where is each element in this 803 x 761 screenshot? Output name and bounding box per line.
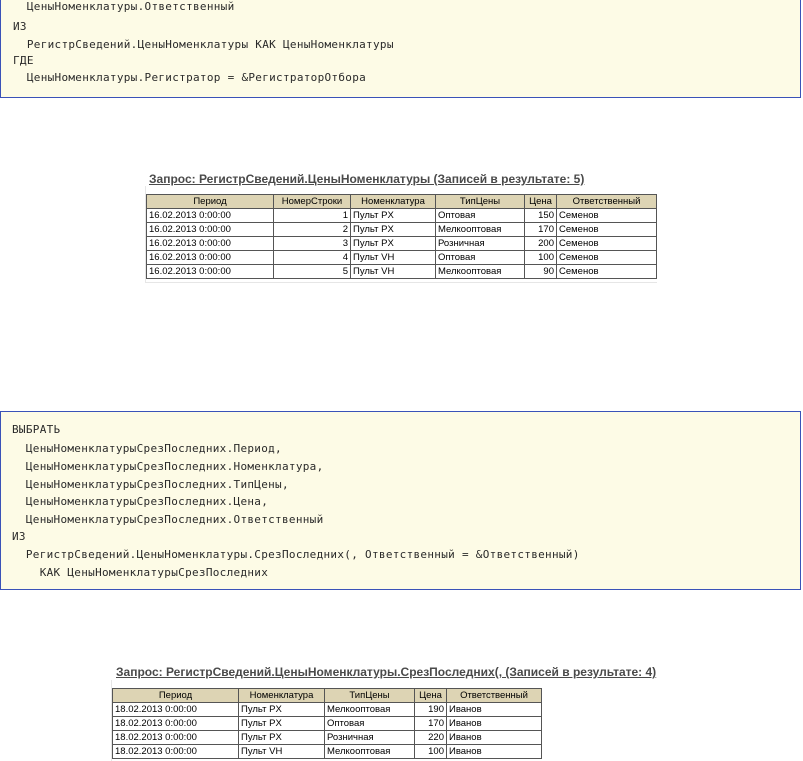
code-line: ГДЕ bbox=[13, 54, 34, 67]
cell-price-type: Оптовая bbox=[436, 209, 525, 223]
cell-nomenclature: Пульт VH bbox=[351, 251, 436, 265]
col-header-row-number: НомерСтроки bbox=[274, 195, 351, 209]
cell-period: 18.02.2013 0:00:00 bbox=[113, 745, 239, 759]
table-row bbox=[147, 265, 657, 279]
cell-period: 18.02.2013 0:00:00 bbox=[113, 731, 239, 745]
col-header-nomenclature: Номенклатура bbox=[351, 195, 436, 209]
col-header-responsible: Ответственный bbox=[557, 195, 657, 209]
cell-price-type: Оптовая bbox=[325, 717, 415, 731]
code-line: ИЗ bbox=[13, 20, 27, 33]
cell-nomenclature: Пульт PX bbox=[239, 717, 325, 731]
cell-price: 170 bbox=[525, 223, 557, 237]
cell-row-number: 1 bbox=[274, 209, 351, 223]
cell-row-number: 3 bbox=[274, 237, 351, 251]
table-row bbox=[147, 251, 657, 265]
col-header-period: Период bbox=[147, 195, 274, 209]
table-header-row bbox=[147, 195, 657, 209]
cell-row-number: 5 bbox=[274, 265, 351, 279]
cell-nomenclature: Пульт VH bbox=[351, 265, 436, 279]
cell-price: 90 bbox=[525, 265, 557, 279]
cell-nomenclature: Пульт PX bbox=[351, 237, 436, 251]
code-block-top bbox=[0, 0, 801, 98]
cell-period: 18.02.2013 0:00:00 bbox=[113, 703, 239, 717]
cell-price-type: Оптовая bbox=[436, 251, 525, 265]
cell-responsible: Семенов bbox=[557, 265, 657, 279]
table-row bbox=[147, 223, 657, 237]
code-line: КАК ЦеныНоменклатурыСрезПоследних bbox=[12, 566, 269, 579]
cell-price: 190 bbox=[415, 703, 447, 717]
code-line: РегистрСведений.ЦеныНоменклатуры КАК ЦеныНоменклатуры bbox=[13, 38, 394, 51]
cell-nomenclature: Пульт PX bbox=[239, 703, 325, 717]
cell-nomenclature: Пульт VH bbox=[239, 745, 325, 759]
cell-nomenclature: Пульт PX bbox=[351, 223, 436, 237]
cell-row-number: 2 bbox=[274, 223, 351, 237]
cell-price: 150 bbox=[525, 209, 557, 223]
cell-period: 16.02.2013 0:00:00 bbox=[147, 223, 274, 237]
col-header-responsible: Ответственный bbox=[447, 689, 542, 703]
cell-responsible: Иванов bbox=[447, 717, 542, 731]
cell-responsible: Иванов bbox=[447, 745, 542, 759]
cell-responsible: Семенов bbox=[557, 251, 657, 265]
cell-price-type: Мелкооптовая bbox=[325, 745, 415, 759]
code-line: ЦеныНоменклатурыСрезПоследних.Цена, bbox=[12, 495, 269, 508]
cell-responsible: Семенов bbox=[557, 209, 657, 223]
cell-price: 220 bbox=[415, 731, 447, 745]
cell-period: 18.02.2013 0:00:00 bbox=[113, 717, 239, 731]
result-table-1 bbox=[146, 194, 657, 279]
table-row bbox=[113, 745, 542, 759]
col-header-price: Цена bbox=[415, 689, 447, 703]
cell-period: 16.02.2013 0:00:00 bbox=[147, 265, 274, 279]
cell-responsible: Семенов bbox=[557, 237, 657, 251]
table-frame-bottom bbox=[145, 282, 657, 283]
cell-period: 16.02.2013 0:00:00 bbox=[147, 209, 274, 223]
cell-nomenclature: Пульт PX bbox=[351, 209, 436, 223]
table-row bbox=[113, 731, 542, 745]
code-line: РегистрСведений.ЦеныНоменклатуры.СрезПоследних(, Ответственный = &Ответственный) bbox=[12, 548, 580, 561]
query-title-1: Запрос: РегистрСведений.ЦеныНоменклатуры (Записей в результате: 5) bbox=[149, 172, 585, 186]
code-line: ЦеныНоменклатуры.Регистратор = &РегистраторОтбора bbox=[13, 71, 367, 84]
cell-row-number: 4 bbox=[274, 251, 351, 265]
cell-responsible: Иванов bbox=[447, 703, 542, 717]
col-header-period: Период bbox=[113, 689, 239, 703]
code-block-bottom bbox=[0, 411, 801, 590]
col-header-price: Цена bbox=[525, 195, 557, 209]
result-table-2 bbox=[112, 688, 542, 759]
table-row bbox=[113, 703, 542, 717]
code-line: ЦеныНоменклатурыСрезПоследних.ТипЦены, bbox=[12, 478, 289, 491]
cell-nomenclature: Пульт PX bbox=[239, 731, 325, 745]
cell-price-type: Мелкооптовая bbox=[325, 703, 415, 717]
cell-responsible: Иванов bbox=[447, 731, 542, 745]
code-line: ИЗ bbox=[12, 530, 26, 543]
cell-price-type: Мелкооптовая bbox=[436, 223, 525, 237]
cell-price-type: Розничная bbox=[436, 237, 525, 251]
cell-period: 16.02.2013 0:00:00 bbox=[147, 251, 274, 265]
cell-price: 100 bbox=[415, 745, 447, 759]
code-line: ЦеныНоменклатуры.Ответственный bbox=[13, 0, 235, 13]
cell-price-type: Мелкооптовая bbox=[436, 265, 525, 279]
table-row bbox=[147, 237, 657, 251]
col-header-price-type: ТипЦены bbox=[325, 689, 415, 703]
code-line: ЦеныНоменклатурыСрезПоследних.Номенклатура, bbox=[12, 460, 324, 473]
code-line: ЦеныНоменклатурыСрезПоследних.Ответственный bbox=[12, 513, 324, 526]
col-header-nomenclature: Номенклатура bbox=[239, 689, 325, 703]
code-line: ВЫБРАТЬ bbox=[12, 423, 61, 436]
cell-responsible: Семенов bbox=[557, 223, 657, 237]
cell-price: 100 bbox=[525, 251, 557, 265]
table-header-row bbox=[113, 689, 542, 703]
table-row bbox=[113, 717, 542, 731]
table-row bbox=[147, 209, 657, 223]
cell-period: 16.02.2013 0:00:00 bbox=[147, 237, 274, 251]
cell-price: 200 bbox=[525, 237, 557, 251]
query-title-2: Запрос: РегистрСведений.ЦеныНоменклатуры.СрезПоследних(, (Записей в результате: 4) bbox=[116, 665, 657, 679]
code-line: ЦеныНоменклатурыСрезПоследних.Период, bbox=[12, 442, 282, 455]
col-header-price-type: ТипЦены bbox=[436, 195, 525, 209]
cell-price-type: Розничная bbox=[325, 731, 415, 745]
cell-price: 170 bbox=[415, 717, 447, 731]
